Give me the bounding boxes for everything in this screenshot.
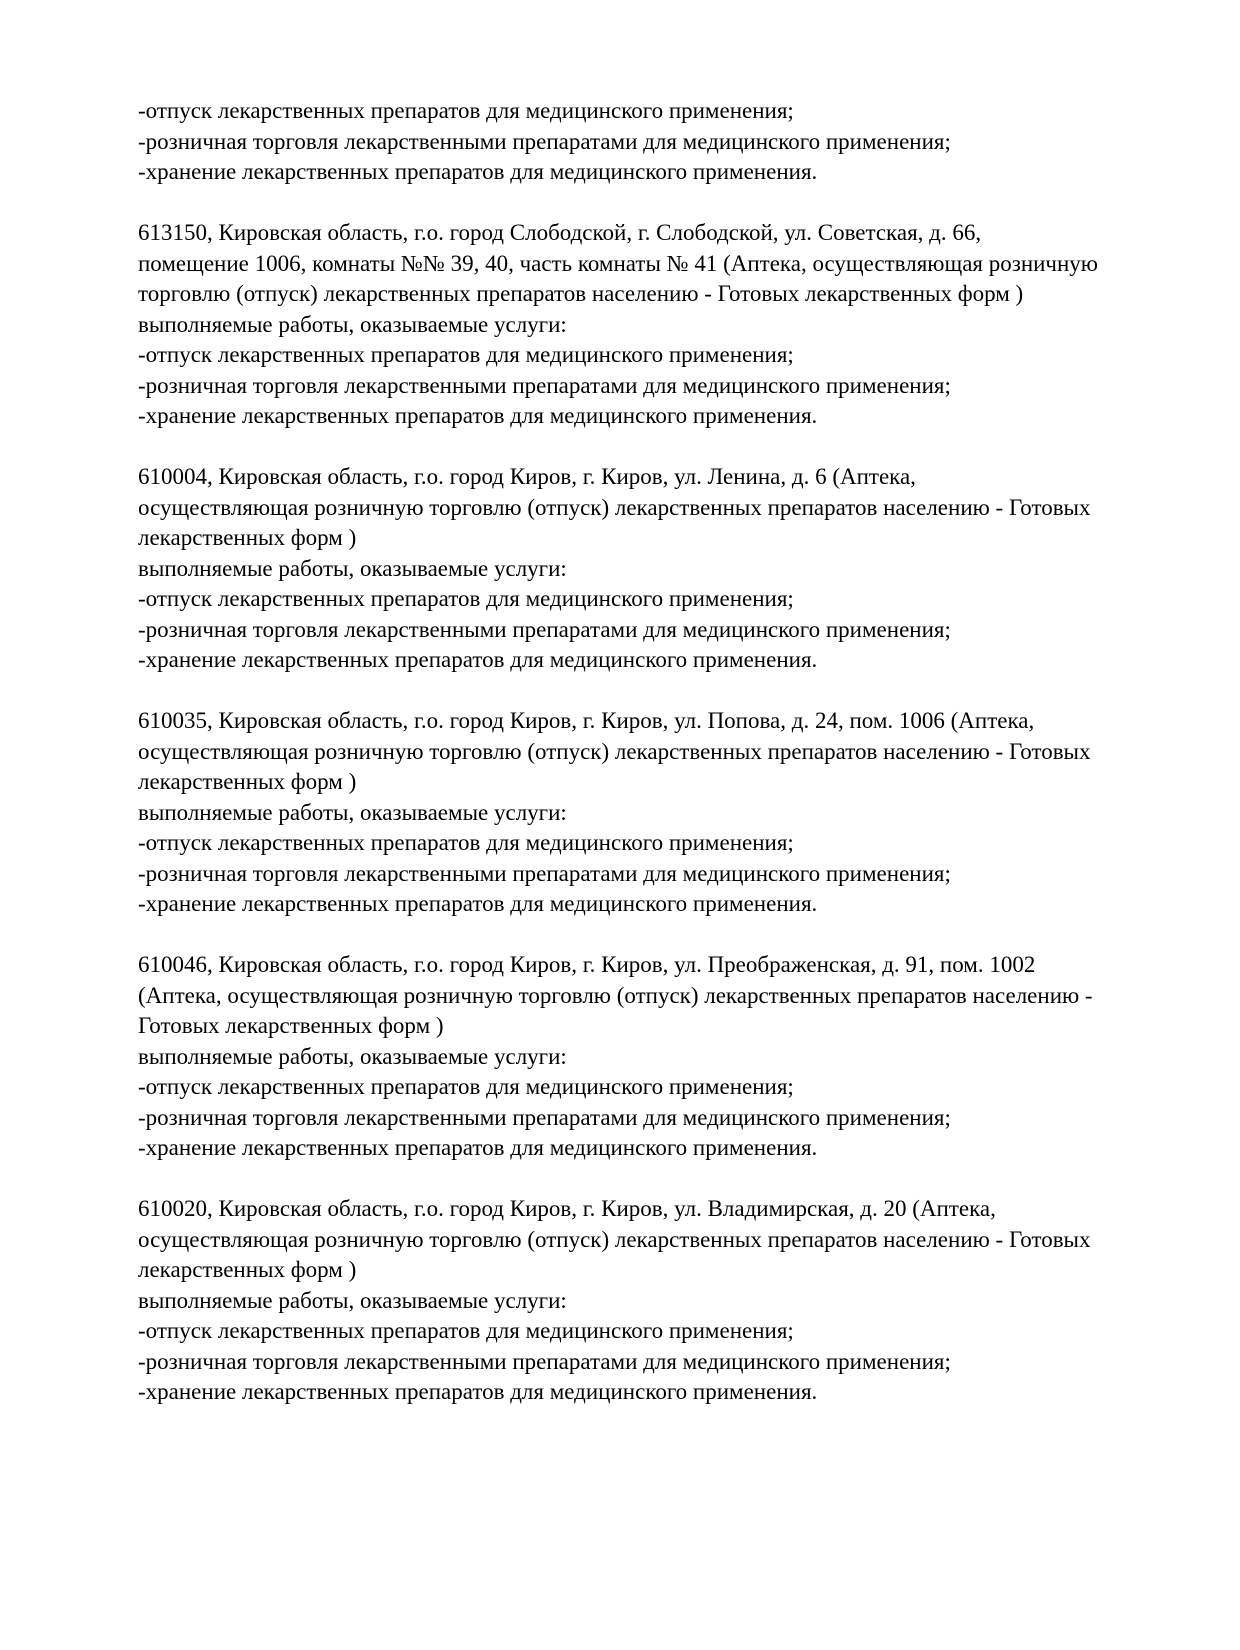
- paragraph-services-continuation: [138, 96, 1198, 188]
- paragraph-location-610035: [138, 706, 1198, 920]
- text-line: лекарственных форм ): [138, 525, 357, 550]
- text-line: -хранение лекарственных препаратов для медицинского применения.: [138, 1135, 818, 1160]
- paragraph-location-610004: [138, 462, 1198, 676]
- text-line: -розничная торговля лекарственными препаратами для медицинского применения;: [138, 1348, 951, 1374]
- text-line: (Аптека, осуществляющая розничную торговлю (отпуск) лекарственных препаратов населению -: [138, 982, 1093, 1008]
- text-line: 610020, Кировская область, г.о. город Киров, г. Киров, ул. Владимирская, д. 20 (Аптека,: [138, 1196, 996, 1221]
- text-line: -хранение лекарственных препаратов для медицинского применения.: [138, 647, 818, 672]
- text-line: -хранение лекарственных препаратов для медицинского применения.: [138, 1379, 818, 1404]
- text-line: -розничная торговля лекарственными препаратами для медицинского применения;: [138, 1104, 951, 1130]
- text-line: лекарственных форм ): [138, 1257, 357, 1282]
- text-line: -розничная торговля лекарственными препаратами для медицинского применения;: [138, 860, 951, 886]
- text-line: помещение 1006, комнаты №№ 39, 40, часть комнаты № 41 (Аптека, осуществляющая розничную: [138, 250, 1098, 276]
- text-line: -розничная торговля лекарственными препаратами для медицинского применения;: [138, 128, 951, 154]
- text-line: -розничная торговля лекарственными препаратами для медицинского применения;: [138, 616, 951, 642]
- document-body: [138, 96, 1198, 1408]
- text-line: -отпуск лекарственных препаратов для медицинского применения;: [138, 1074, 794, 1099]
- text-line: Готовых лекарственных форм ): [138, 1013, 444, 1038]
- text-line: -розничная торговля лекарственными препаратами для медицинского применения;: [138, 372, 951, 398]
- paragraph-location-610020: [138, 1194, 1198, 1408]
- text-line: осуществляющая розничную торговлю (отпуск) лекарственных препаратов населению - Готовых: [138, 1226, 1091, 1252]
- text-line: -отпуск лекарственных препаратов для медицинского применения;: [138, 830, 794, 855]
- text-line: выполняемые работы, оказываемые услуги:: [138, 799, 567, 825]
- text-line: 610046, Кировская область, г.о. город Киров, г. Киров, ул. Преображенская, д. 91, пом. 1002: [138, 952, 1036, 977]
- text-line: лекарственных форм ): [138, 769, 357, 794]
- text-line: -хранение лекарственных препаратов для медицинского применения.: [138, 891, 818, 916]
- paragraph-location-610046: [138, 950, 1198, 1164]
- text-line: выполняемые работы, оказываемые услуги:: [138, 555, 567, 581]
- text-line: -отпуск лекарственных препаратов для медицинского применения;: [138, 342, 794, 367]
- text-line: торговлю (отпуск) лекарственных препаратов населению - Готовых лекарственных форм ): [138, 281, 1024, 306]
- text-line: -хранение лекарственных препаратов для медицинского применения.: [138, 159, 818, 184]
- text-line: выполняемые работы, оказываемые услуги:: [138, 1043, 567, 1069]
- text-line: 610035, Кировская область, г.о. город Киров, г. Киров, ул. Попова, д. 24, пом. 1006 (Аптека,: [138, 708, 1035, 733]
- text-line: -хранение лекарственных препаратов для медицинского применения.: [138, 403, 818, 428]
- text-line: выполняемые работы, оказываемые услуги:: [138, 1287, 567, 1313]
- text-line: -отпуск лекарственных препаратов для медицинского применения;: [138, 98, 794, 123]
- text-line: осуществляющая розничную торговлю (отпуск) лекарственных препаратов населению - Готовых: [138, 738, 1091, 764]
- text-line: 610004, Кировская область, г.о. город Киров, г. Киров, ул. Ленина, д. 6 (Аптека,: [138, 464, 916, 489]
- paragraph-location-613150: [138, 218, 1198, 432]
- text-line: -отпуск лекарственных препаратов для медицинского применения;: [138, 586, 794, 611]
- text-line: 613150, Кировская область, г.о. город Слободской, г. Слободской, ул. Советская, д. 66,: [138, 220, 982, 245]
- text-line: выполняемые работы, оказываемые услуги:: [138, 311, 567, 337]
- text-line: -отпуск лекарственных препаратов для медицинского применения;: [138, 1318, 794, 1343]
- text-line: осуществляющая розничную торговлю (отпуск) лекарственных препаратов населению - Готовых: [138, 494, 1091, 520]
